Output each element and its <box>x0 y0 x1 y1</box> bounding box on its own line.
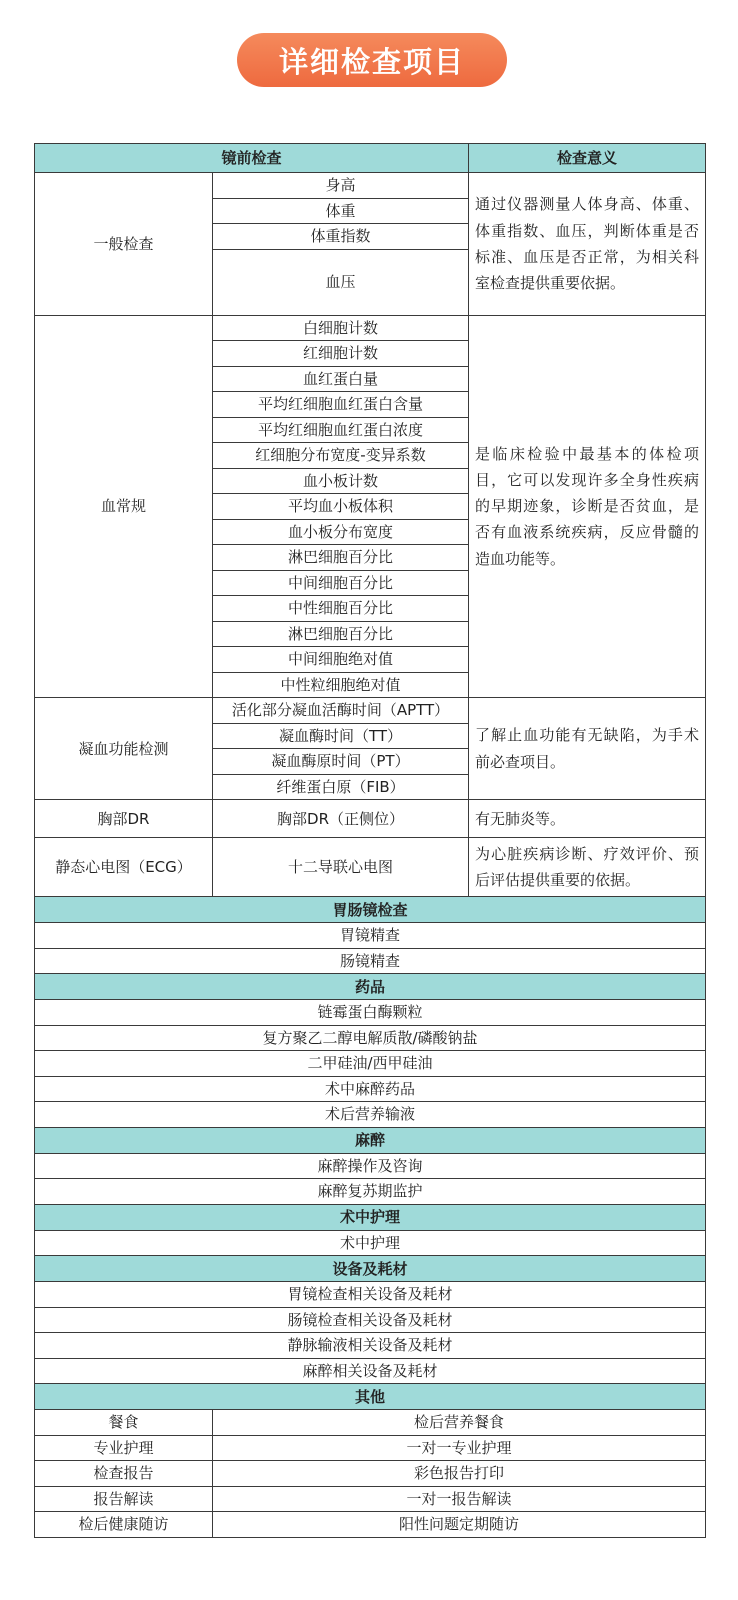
meaning-coagulation: 了解止血功能有无缺陷，为手术前必查项目。 <box>469 698 706 800</box>
list-item: 麻醉相关设备及耗材 <box>35 1358 706 1384</box>
category-ecg: 静态心电图（ECG） <box>35 838 213 897</box>
item-ecg: 十二导联心电图 <box>213 838 469 897</box>
list-item: 二甲硅油/西甲硅油 <box>35 1051 706 1077</box>
blood-item: 淋巴细胞百分比 <box>213 545 469 571</box>
blood-item: 中性粒细胞绝对值 <box>213 672 469 698</box>
header-pre-exam: 镜前检查 <box>35 144 469 173</box>
section-title-equipment: 设备及耗材 <box>35 1256 706 1282</box>
list-item: 术中护理 <box>35 1230 706 1256</box>
category-general: 一般检查 <box>35 173 213 316</box>
blood-item: 血小板分布宽度 <box>213 519 469 545</box>
list-item: 麻醉复苏期监护 <box>35 1179 706 1205</box>
list-item: 静脉输液相关设备及耗材 <box>35 1333 706 1359</box>
other-label: 餐食 <box>35 1410 213 1436</box>
list-item: 胃镜精查 <box>35 923 706 949</box>
other-value: 彩色报告打印 <box>213 1461 706 1487</box>
section-title-drugs: 药品 <box>35 974 706 1000</box>
meaning-blood: 是临床检验中最基本的体检项目，它可以发现许多全身性疾病的早期迹象，诊断是否贫血，是否有血液系统疾病，反应骨髓的造血功能等。 <box>469 315 706 698</box>
blood-item: 红细胞计数 <box>213 341 469 367</box>
section-title-other: 其他 <box>35 1384 706 1410</box>
category-blood: 血常规 <box>35 315 213 698</box>
coag-item: 纤维蛋白原（FIB） <box>213 774 469 800</box>
header-meaning: 检查意义 <box>469 144 706 173</box>
other-value: 一对一专业护理 <box>213 1435 706 1461</box>
other-value: 一对一报告解读 <box>213 1486 706 1512</box>
section-title-nursing: 术中护理 <box>35 1204 706 1230</box>
other-label: 报告解读 <box>35 1486 213 1512</box>
item-chest-dr: 胸部DR（正侧位） <box>213 800 469 838</box>
exam-items-table <box>34 143 706 1538</box>
list-item: 胃镜检查相关设备及耗材 <box>35 1282 706 1308</box>
blood-item: 平均红细胞血红蛋白浓度 <box>213 417 469 443</box>
coag-item: 凝血酶时间（TT） <box>213 723 469 749</box>
blood-item: 平均血小板体积 <box>213 494 469 520</box>
other-label: 检查报告 <box>35 1461 213 1487</box>
blood-item: 中间细胞百分比 <box>213 570 469 596</box>
other-label: 专业护理 <box>35 1435 213 1461</box>
list-item: 术中麻醉药品 <box>35 1076 706 1102</box>
category-coagulation: 凝血功能检测 <box>35 698 213 800</box>
list-item: 复方聚乙二醇电解质散/磷酸钠盐 <box>35 1025 706 1051</box>
blood-item: 血红蛋白量 <box>213 366 469 392</box>
item-height: 身高 <box>213 173 469 199</box>
blood-item: 中性细胞百分比 <box>213 596 469 622</box>
blood-item: 淋巴细胞百分比 <box>213 621 469 647</box>
blood-item: 平均红细胞血红蛋白含量 <box>213 392 469 418</box>
item-blood-pressure: 血压 <box>213 249 469 315</box>
list-item: 术后营养输液 <box>35 1102 706 1128</box>
list-item: 麻醉操作及咨询 <box>35 1153 706 1179</box>
other-value: 阳性问题定期随访 <box>213 1512 706 1538</box>
blood-item: 白细胞计数 <box>213 315 469 341</box>
blood-item: 中间细胞绝对值 <box>213 647 469 673</box>
item-bmi: 体重指数 <box>213 224 469 250</box>
section-title-endoscopy: 胃肠镜检查 <box>35 897 706 923</box>
other-value: 检后营养餐食 <box>213 1410 706 1436</box>
list-item: 肠镜检查相关设备及耗材 <box>35 1307 706 1333</box>
blood-item: 红细胞分布宽度-变异系数 <box>213 443 469 469</box>
section-title-anesthesia: 麻醉 <box>35 1127 706 1153</box>
blood-item: 血小板计数 <box>213 468 469 494</box>
page-title: 详细检查项目 <box>237 33 507 87</box>
coag-item: 活化部分凝血活酶时间（APTT） <box>213 698 469 724</box>
meaning-ecg: 为心脏疾病诊断、疗效评价、预后评估提供重要的依据。 <box>469 838 706 897</box>
category-chest: 胸部DR <box>35 800 213 838</box>
meaning-general: 通过仪器测量人体身高、体重、体重指数、血压，判断体重是否标准、血压是否正常，为相关科室检查提供重要依据。 <box>469 173 706 316</box>
other-label: 检后健康随访 <box>35 1512 213 1538</box>
list-item: 肠镜精查 <box>35 948 706 974</box>
coag-item: 凝血酶原时间（PT） <box>213 749 469 775</box>
list-item: 链霉蛋白酶颗粒 <box>35 1000 706 1026</box>
meaning-chest: 有无肺炎等。 <box>469 800 706 838</box>
item-weight: 体重 <box>213 198 469 224</box>
